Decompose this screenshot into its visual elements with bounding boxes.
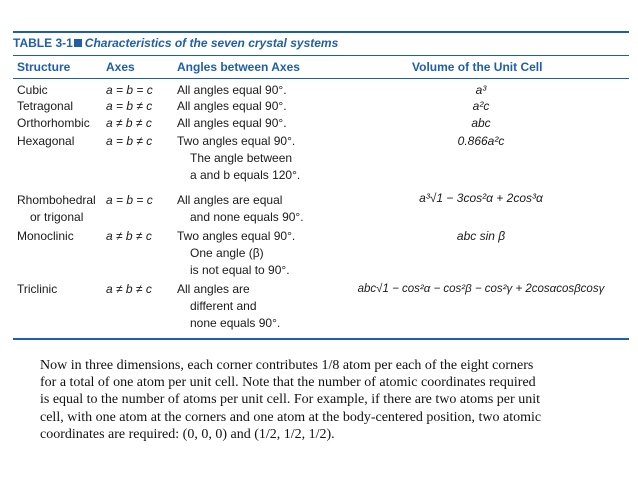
- angles-cell-continued: The angle between: [190, 151, 293, 165]
- volume-cell: a³: [475, 83, 487, 97]
- volume-cell: a³√1 − 3cos²α + 2cos³α: [419, 191, 543, 205]
- paragraph-line: for a total of one atom per unit cell. Note that the number of atomic coordinates required: [40, 375, 536, 391]
- angles-cell-continued: a and b equals 120°.: [190, 168, 301, 182]
- table-title: Characteristics of the seven crystal systems: [84, 36, 339, 50]
- axes-cell: a ≠ b ≠ c: [106, 229, 152, 243]
- structure-cell: Rhombohedral: [17, 193, 96, 207]
- structure-cell: Orthorhombic: [17, 116, 90, 130]
- paragraph-line: cell, with one atom at the corners and one atom at the body-centered position, two atomic: [40, 409, 542, 425]
- volume-cell: abc sin β: [456, 229, 506, 243]
- axes-cell: a ≠ b ≠ c: [106, 116, 152, 130]
- structure-cell: Hexagonal: [17, 134, 75, 148]
- volume-cell: 0.866a²c: [457, 134, 505, 148]
- paragraph-line: is equal to the number of atoms per unit cell. For example, if there are two atoms per unit: [40, 392, 540, 408]
- angles-cell: All angles are equal: [177, 193, 283, 207]
- angles-cell: Two angles equal 90°.: [177, 229, 296, 243]
- axes-cell: a = b = c: [106, 193, 153, 207]
- table-column-headers: [13, 55, 629, 79]
- paragraph-line: Now in three dimensions, each corner contributes 1/8 atom per each of the eight corners: [40, 358, 534, 373]
- angles-cell: All angles equal 90°.: [177, 116, 287, 130]
- structure-cell: Cubic: [17, 83, 48, 97]
- square-bullet-icon: [74, 39, 82, 47]
- structure-cell: Monoclinic: [17, 229, 74, 243]
- header-volume: Volume of the Unit Cell: [412, 60, 543, 74]
- angles-cell: All angles are: [177, 282, 250, 296]
- table-header: [13, 31, 629, 52]
- structure-cell-continued: or trigonal: [30, 210, 84, 224]
- angles-cell: All angles equal 90°.: [177, 83, 287, 97]
- header-axes: Axes: [106, 60, 135, 74]
- header-angles: Angles between Axes: [177, 60, 300, 74]
- volume-cell: abc√1 − cos²α − cos²β − cos²γ + 2cosαcosβcosγ: [357, 283, 605, 295]
- header-structure: Structure: [17, 60, 71, 74]
- axes-cell: a = b = c: [106, 83, 153, 97]
- angles-cell-continued: and none equals 90°.: [190, 210, 304, 224]
- axes-cell: a = b ≠ c: [106, 134, 153, 148]
- body-paragraph: [40, 357, 615, 443]
- angles-cell-continued: One angle (β): [190, 246, 264, 260]
- structure-cell: Triclinic: [17, 282, 58, 296]
- volume-cell: a²c: [472, 99, 490, 113]
- structure-cell: Tetragonal: [17, 99, 74, 113]
- angles-cell-continued: different and: [190, 299, 257, 313]
- angles-cell-continued: is not equal to 90°.: [190, 263, 290, 277]
- axes-cell: a = b ≠ c: [106, 99, 153, 113]
- table-label: TABLE 3-1: [13, 36, 73, 50]
- axes-cell: a ≠ b ≠ c: [106, 282, 152, 296]
- angles-cell: Two angles equal 90°.: [177, 134, 296, 148]
- volume-cell: abc: [471, 116, 491, 130]
- table-caption: [13, 36, 338, 50]
- angles-cell-continued: none equals 90°.: [190, 316, 281, 330]
- paragraph-line: coordinates are required: (0, 0, 0) and (1/2, 1/2, 1/2).: [40, 426, 335, 442]
- table-bottom-rule: [13, 338, 629, 340]
- angles-cell: All angles equal 90°.: [177, 99, 287, 113]
